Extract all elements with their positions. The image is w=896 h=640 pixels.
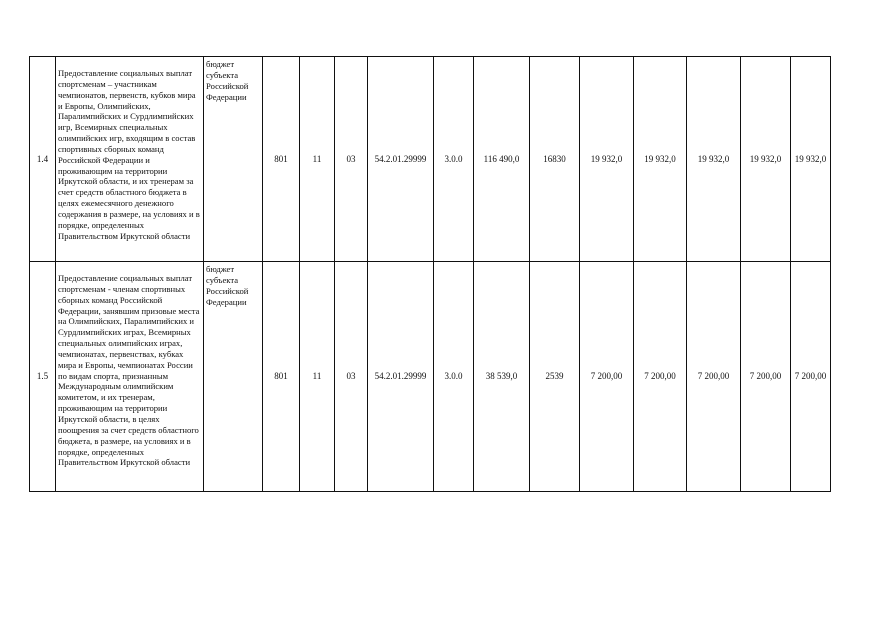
funding-source: бюджет субъекта Российской Федерации bbox=[204, 57, 263, 262]
table-row bbox=[30, 262, 831, 492]
year-value-cell: 19 932,0 bbox=[741, 57, 791, 262]
count-cell: 16830 bbox=[530, 57, 580, 262]
code-cell: 03 bbox=[335, 57, 368, 262]
result-code-cell: 3.0.0 bbox=[434, 262, 474, 492]
year-value-cell: 19 932,0 bbox=[791, 57, 831, 262]
funding-source: бюджет субъекта Российской Федерации bbox=[204, 262, 263, 492]
code-cell: 03 bbox=[335, 262, 368, 492]
year-value-cell: 7 200,00 bbox=[580, 262, 634, 492]
row-number: 1.5 bbox=[30, 262, 56, 492]
budget-table bbox=[29, 56, 831, 492]
year-value-cell: 7 200,00 bbox=[791, 262, 831, 492]
code-cell: 11 bbox=[300, 262, 335, 492]
year-value-cell: 7 200,00 bbox=[687, 262, 741, 492]
code-cell: 11 bbox=[300, 57, 335, 262]
amount-cell: 116 490,0 bbox=[474, 57, 530, 262]
year-value-cell: 19 932,0 bbox=[687, 57, 741, 262]
year-value-cell: 7 200,00 bbox=[741, 262, 791, 492]
row-number: 1.4 bbox=[30, 57, 56, 262]
row-description: Предоставление социальных выплат спортсменам – участникам чемпионатов, первенств, кубков мира и Европы, Олимпийских, Паралимпийских и Сурдлимпийских игр, Всемирных специальных олимпийских игр, входящим в состав спортивных сборных команд Российской Федерации и проживающим на территории Иркутской области, и их тренерам за счет средств областного бюджета в целях ежемесячного денежного содержания в размере, на условиях и в порядке, определенных Правительством Иркутской области bbox=[56, 57, 204, 262]
code-cell: 801 bbox=[263, 57, 300, 262]
result-code-cell: 3.0.0 bbox=[434, 57, 474, 262]
table-row bbox=[30, 57, 831, 262]
amount-cell: 38 539,0 bbox=[474, 262, 530, 492]
row-description: Предоставление социальных выплат спортсменам - членам спортивных сборных команд Российской Федерации, занявшим призовые места на Олимпийских, Паралимпийских и Сурдлимпийских играх, Всемирных специальных олимпийских играх, чемпионатах, первенствах, кубках мира и Европы, чемпионатах России по видам спорта, признанным Международным олимпийским комитетом, и их тренерам, проживающим на территории Иркутской области, в целях поощрения за счет средств областного бюджета, в размере, на условиях и в порядке, определенных Правительством Иркутской области bbox=[56, 262, 204, 492]
target-code-cell: 54.2.01.29999 bbox=[368, 262, 434, 492]
year-value-cell: 19 932,0 bbox=[634, 57, 687, 262]
count-cell: 2539 bbox=[530, 262, 580, 492]
year-value-cell: 19 932,0 bbox=[580, 57, 634, 262]
code-cell: 801 bbox=[263, 262, 300, 492]
year-value-cell: 7 200,00 bbox=[634, 262, 687, 492]
target-code-cell: 54.2.01.29999 bbox=[368, 57, 434, 262]
